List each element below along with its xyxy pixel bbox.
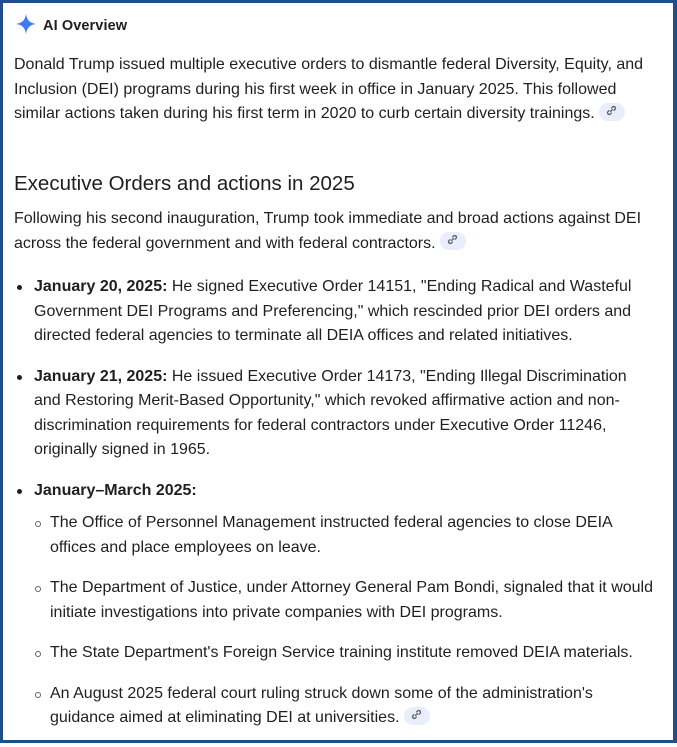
item-text: He issued Executive Order 14173, "Ending Illegal Discrimination and Restoring Merit-Based Opportunity," which revoked affirmative action and non-discrimination requirements for federal contractors under Executive Order 11246, originally signed in 1965.	[34, 367, 627, 458]
item-date-label: January–March 2025:	[34, 481, 197, 499]
ai-overview-title: AI Overview	[43, 18, 128, 34]
section-intro-paragraph	[14, 207, 654, 256]
sub-list-item	[34, 641, 654, 666]
sub-item-text: The Department of Justice, under Attorney General Pam Bondi, signaled that it would initiate investigations into private companies with DEI programs.	[50, 579, 653, 621]
source-link-chip[interactable]	[404, 707, 430, 725]
item-date-label: January 20, 2025:	[34, 278, 168, 295]
actions-list	[14, 275, 654, 747]
sub-list-item	[34, 576, 654, 625]
link-icon	[606, 100, 617, 125]
sparkle-icon	[15, 13, 37, 40]
list-item	[14, 275, 654, 349]
intro-paragraph	[14, 53, 654, 127]
sub-list-item	[34, 511, 654, 560]
list-item	[14, 479, 654, 731]
sub-list	[34, 511, 654, 731]
sub-list-item	[34, 682, 654, 731]
sub-item-text: The Office of Personnel Management instructed federal agencies to close DEIA offices and place employees on leave.	[50, 514, 612, 556]
sub-item-text: The State Department's Foreign Service training institute removed DEIA materials.	[50, 644, 633, 661]
item-date-label: January 21, 2025:	[34, 367, 168, 385]
link-icon	[411, 704, 422, 729]
source-link-chip[interactable]	[599, 103, 625, 121]
list-item	[14, 365, 654, 463]
intro-text: Donald Trump issued multiple executive orders to dismantle federal Diversity, Equity, and Inclusion (DEI) programs during his first week in office in January 2025. This followed similar actions taken during his first term in 2020 to curb certain diversity trainings.	[14, 56, 644, 122]
item-text: He signed Executive Order 14151, "Ending Radical and Wasteful Government DEI Programs and Preferencing," which rescinded prior DEI orders and directed federal agencies to terminate all DEIA offices and related initiatives.	[34, 278, 632, 344]
ai-overview-header	[15, 14, 127, 38]
section-intro-text: Following his second inauguration, Trump took immediate and broad actions against DEI across the federal government and with federal contractors.	[14, 210, 642, 252]
section-heading: Executive Orders and actions in 2025	[14, 172, 355, 195]
link-icon	[447, 229, 458, 254]
sub-item-text: An August 2025 federal court ruling struck down some of the administration's guidance aimed at eliminating DEI at universities.	[50, 684, 593, 726]
source-link-chip[interactable]	[440, 232, 466, 250]
